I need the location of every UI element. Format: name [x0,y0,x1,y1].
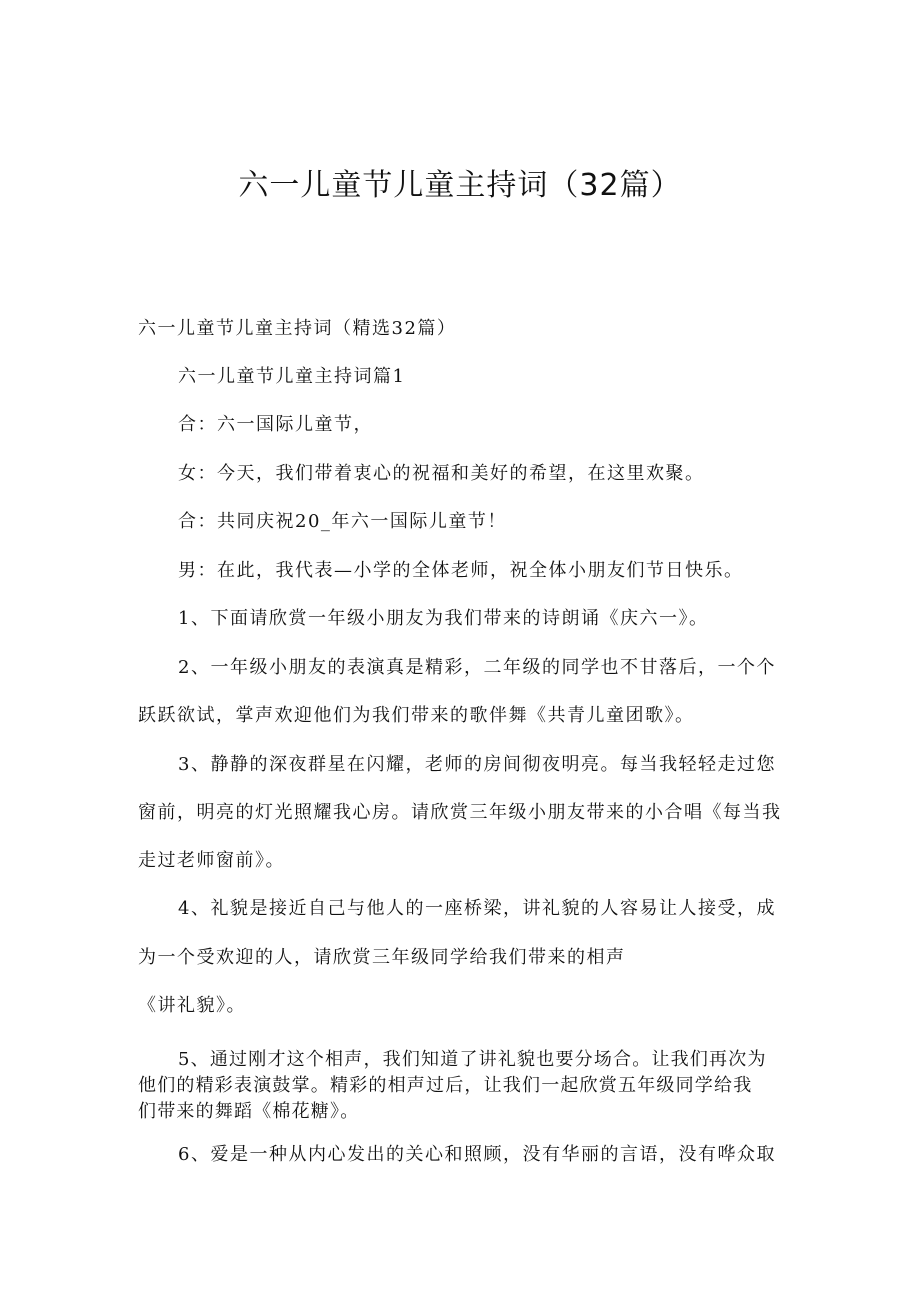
paragraph-line: 窗前，明亮的灯光照耀我心房。请欣赏三年级小朋友带来的小合唱《每当我 [138,802,782,823]
dialogue-line: 男：在此，我代表—小学的全体老师，祝全体小朋友们节日快乐。 [178,560,744,581]
dialogue-line: 女：今天，我们带着衷心的祝福和美好的希望，在这里欢聚。 [178,463,705,484]
paragraph-line: 6、爱是一种从内心发出的关心和照顾，没有华丽的言语，没有哗众取 [178,1144,776,1165]
paragraph-line: 1、下面请欣赏一年级小朋友为我们带来的诗朗诵《庆六一》。 [178,608,709,629]
paragraph-line: 4、礼貌是接近自己与他人的一座桥梁，讲礼貌的人容易让人接受，成 [178,898,776,919]
paragraph-line: 他们的精彩表演鼓掌。精彩的相声过后，让我们一起欣赏五年级同学给我 [138,1075,753,1096]
paragraph-line: 5、通过刚才这个相声，我们知道了讲礼貌也要分场合。让我们再次为 [178,1049,767,1070]
paragraph-line: 们带来的舞蹈《棉花糖》。 [138,1101,360,1122]
paragraph-line: 跃跃欲试，掌声欢迎他们为我们带来的歌伴舞《共青儿童团歌》。 [138,705,695,726]
paragraph-line: 走过老师窗前》。 [138,850,285,871]
document-title: 六一儿童节儿童主持词（32篇） [238,168,682,203]
dialogue-line: 合：六一国际儿童节， [178,414,373,435]
paragraph-line: 为一个受欢迎的人，请欣赏三年级同学给我们带来的相声 [138,947,626,968]
section-heading: 六一儿童节儿童主持词篇1 [178,366,406,387]
dialogue-line: 合：共同庆祝20_年六一国际儿童节！ [178,511,507,532]
subtitle-line: 六一儿童节儿童主持词（精选32篇） [138,318,457,339]
paragraph-line: 《讲礼貌》。 [138,995,246,1016]
paragraph-line: 3、静静的深夜群星在闪耀，老师的房间彻夜明亮。每当我轻轻走过您 [178,754,776,775]
paragraph-line: 2、一年级小朋友的表演真是精彩，二年级的同学也不甘落后，一个个 [178,657,776,678]
